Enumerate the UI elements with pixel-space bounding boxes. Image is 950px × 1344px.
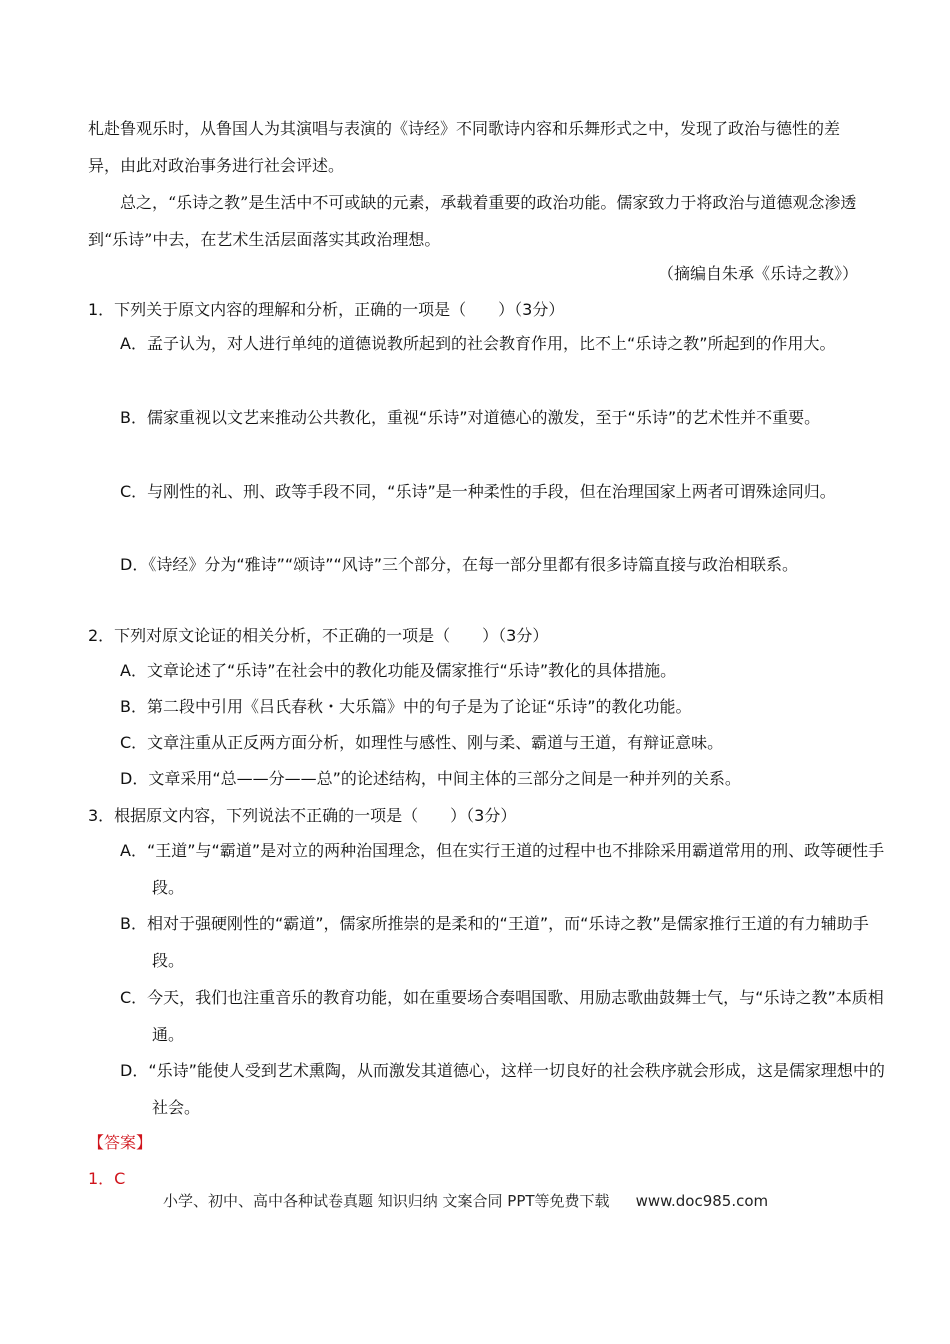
question-3-option-a: A．“王道”与“霸道”是对立的两种治国理念，但在实行王道的过程中也不排除采用霸道常用的刑、政等硬性手段。 (120, 841, 885, 897)
question-1-stem: 1．下列关于原文内容的理解和分析，正确的一项是（ ）（3分） (88, 300, 565, 319)
question-3-stem: 3．根据原文内容，下列说法不正确的一项是（ ）（3分） (88, 806, 517, 825)
answer-heading: 【答案】 (88, 1133, 153, 1152)
question-2-option-b: B．第二段中引用《吕氏春秋・大乐篇》中的句子是为了论证“乐诗”的教化功能。 (120, 697, 692, 716)
question-2-option-a: A．文章论述了“乐诗”在社会中的教化功能及儒家推行“乐诗”教化的具体措施。 (120, 661, 677, 680)
question-1-option-c: C．与刚性的礼、刑、政等手段不同，“乐诗”是一种柔性的手段，但在治理国家上两者可谓殊途同归。 (120, 482, 836, 501)
question-1-option-a: A．孟子认为，对人进行单纯的道德说教所起到的社会教育作用，比不上“乐诗之教”所起到的作用大。 (120, 334, 836, 353)
question-1-option-b: B．儒家重视以文艺来推动公共教化，重视“乐诗”对道德心的激发，至于“乐诗”的艺术性并不重要。 (120, 408, 821, 427)
question-3-option-b: B．相对于强硬刚性的“霸道”，儒家所推崇的是柔和的“王道”，而“乐诗之教”是儒家推行王道的有力辅助手段。 (120, 914, 869, 970)
footer-site-link[interactable]: www.doc985.com (635, 1192, 769, 1210)
passage-source: （摘编自朱承《乐诗之教》） (657, 264, 858, 283)
question-2-option-d: D．文章采用“总——分——总”的论述结构，中间主体的三部分之间是一种并列的关系。 (120, 769, 741, 788)
question-1-option-d: D．《诗经》分为“雅诗”“颂诗”“风诗”三个部分，在每一部分里都有很多诗篇直接与政治相联系。 (120, 555, 799, 574)
answer-1: 1．C (88, 1169, 126, 1188)
page-footer (163, 1190, 768, 1211)
passage-paragraph-1: 札赴鲁观乐时，从鲁国人为其演唱与表演的《诗经》不同歌诗内容和乐舞形式之中，发现了政治与德性的差异，由此对政治事务进行社会评述。 (88, 119, 841, 175)
footer-text: 小学、初中、高中各种试卷真题 知识归纳 文案合同 PPT等免费下载 (163, 1192, 610, 1210)
question-3-option-c: C．今天，我们也注重音乐的教育功能，如在重要场合奏唱国歌、用励志歌曲鼓舞士气，与“乐诗之教”本质相通。 (120, 988, 884, 1044)
question-2-option-c: C．文章注重从正反两方面分析，如理性与感性、刚与柔、霸道与王道，有辩证意味。 (120, 733, 724, 752)
passage-paragraph-2: 总之，“乐诗之教”是生活中不可或缺的元素，承载着重要的政治功能。儒家致力于将政治与道德观念渗透到“乐诗”中去，在艺术生活层面落实其政治理想。 (88, 193, 857, 249)
question-3-option-d: D．“乐诗”能使人受到艺术熏陶，从而激发其道德心，这样一切良好的社会秩序就会形成，这是儒家理想中的社会。 (120, 1061, 885, 1117)
question-2-stem: 2．下列对原文论证的相关分析，不正确的一项是（ ）（3分） (88, 626, 549, 645)
